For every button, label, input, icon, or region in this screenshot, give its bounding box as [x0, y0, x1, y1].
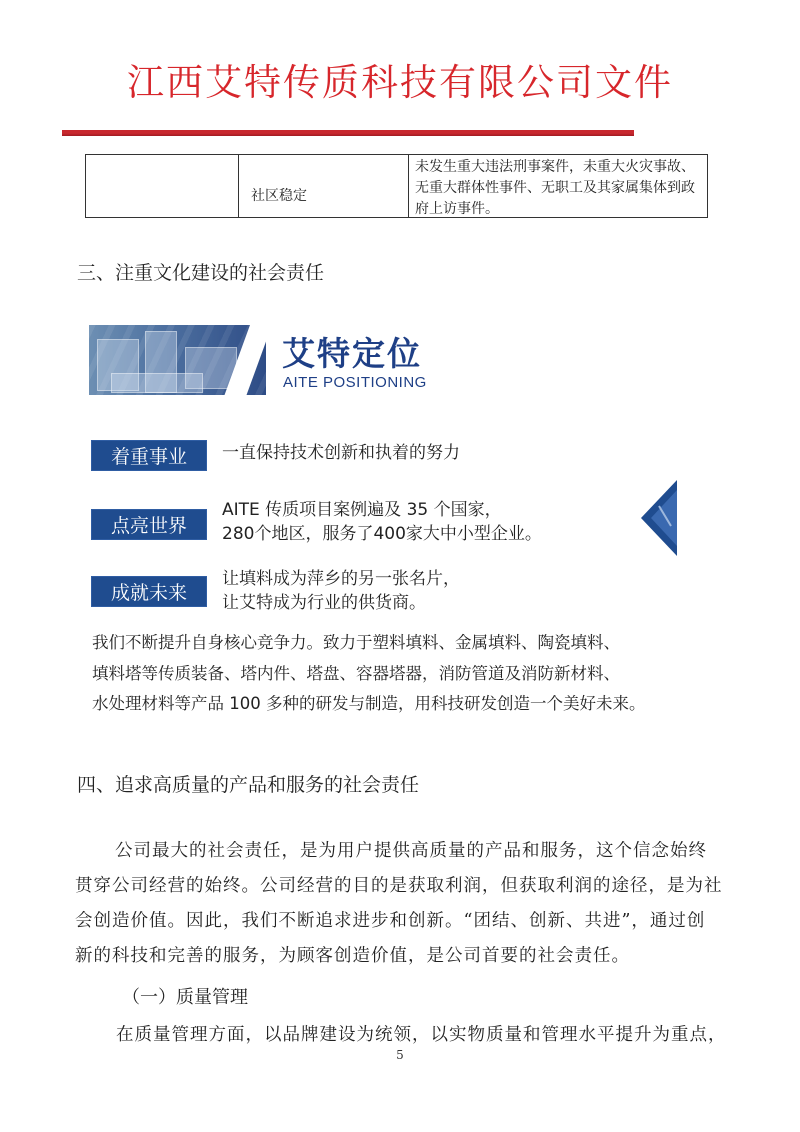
tag-line: 让艾特成为行业的供货商。	[222, 593, 426, 613]
arrow-left-icon	[641, 480, 677, 556]
banner-subtitle: AITE POSITIONING	[283, 374, 427, 391]
page-number: 5	[396, 1048, 404, 1062]
responsibility-table	[85, 154, 708, 218]
tag-achieve-future: 成就未来	[91, 576, 207, 607]
quality-management-heading: （一）质量管理	[122, 987, 248, 1008]
promo-paragraph	[92, 628, 712, 720]
section-4-paragraph: 公司最大的社会责任，是为用户提供高质量的产品和服务，这个信念始终贯穿公司经营的始终。公司经营的目的是获取利润，但获取利润的途径，是为社会创造价值。因此，我们不断追求进步和创新。“团结、创新、共进”，通过创新的科技和完善的服务，为顾客创造价值，是公司首要的社会责任。	[75, 841, 723, 966]
quality-management-paragraph: 在质量管理方面，以品牌建设为统领，以实物质量和管理水平提升为重点，	[116, 1025, 727, 1045]
table-cell-description: 未发生重大违法刑事案件，未重大火灾事故、无重大群体性事件、无职工及其家属集体到政府上访事件。	[415, 159, 695, 217]
tag-line: 让填料成为萍乡的另一张名片，	[222, 569, 460, 589]
banner-title: 艾特定位	[282, 334, 422, 373]
promo-line: 我们不断提升自身核心竞争力。致力于塑料填料、金属填料、陶瓷填料、	[92, 633, 620, 652]
tag-focus-career: 着重事业	[91, 440, 207, 471]
document-title: 江西艾特传质科技有限公司文件	[127, 61, 673, 104]
section-3-heading: 三、注重文化建设的社会责任	[77, 262, 325, 284]
tag-text-focus-career	[222, 441, 460, 465]
promo-line: 水处理材料等产品 100 多种的研发与制造，用科技研发创造一个美好未来。	[92, 694, 646, 713]
tag-line: 一直保持技术创新和执着的努力	[222, 443, 460, 463]
tag-line: AITE 传质项目案例遍及 35 个国家，	[222, 500, 502, 520]
table-cell-item: 社区稳定	[239, 155, 409, 217]
tag-text-light-world	[222, 498, 542, 546]
table-cell-category	[86, 155, 239, 217]
section-4-heading: 四、追求高质量的产品和服务的社会责任	[77, 774, 420, 796]
tag-light-world: 点亮世界	[91, 509, 207, 540]
tag-text-achieve-future	[222, 567, 460, 615]
tag-line: 280个地区，服务了400家大中小型企业。	[222, 524, 542, 544]
title-rule	[62, 130, 634, 136]
promo-line: 填料塔等传质装备、塔内件、塔盘、容器塔器，消防管道及消防新材料、	[92, 663, 620, 683]
